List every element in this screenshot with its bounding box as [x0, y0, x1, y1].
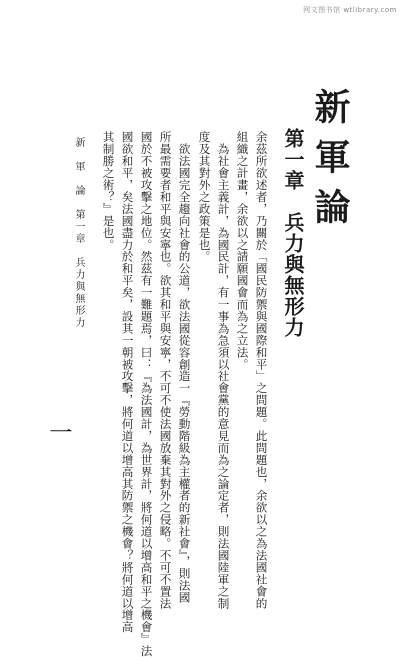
paragraph-line: 其制勝之術？』是也。: [101, 131, 116, 251]
paragraph-line: 國於不被攻擊之地位。然茲有一難題焉，曰：『為法國計，為世界計，將何道以增高和平之機會』法: [139, 131, 154, 657]
paragraph-line: 欲法國完全趨向社會的公道，欲法國從容創造一『勞動階級為主權者的新社會』，則法國: [177, 131, 192, 604]
paragraph-line: 所最需要者和平與安寧也。欲其和平與安寧，不可不使法國放棄其對外之侵略。不可不置法: [158, 131, 173, 609]
chapter-heading: 第一章 兵力與無形力: [281, 128, 305, 338]
paragraph-line: 為社會主義計，為國民計，有一事為急須以社會黨的意見而為之論定者，則法國陸軍之制: [216, 131, 231, 609]
paragraph-line: 余茲所欲述者，乃關於「國民防禦與國際和平」之問題。此問題也，余欲以之為法國社會的: [254, 131, 269, 609]
watermark: 网文图书馆 wtlibrary.com: [303, 6, 397, 14]
book-title: 新軍論: [309, 88, 351, 238]
paragraph-line: 組織之計畫，余欲以之請願國會而為之立法。: [235, 131, 250, 370]
page-number: 一: [49, 425, 73, 441]
paragraph-line: 國欲和平，矣法國盡力於和平矣，設其一朝被攻擊，將何道以增高其防禦之機會？將何道以增高: [120, 131, 135, 633]
page-side-header: 新 軍 論 第一章 兵力與無形力: [73, 137, 84, 329]
paragraph-line: 度及其對外之政策是也。: [197, 131, 212, 263]
